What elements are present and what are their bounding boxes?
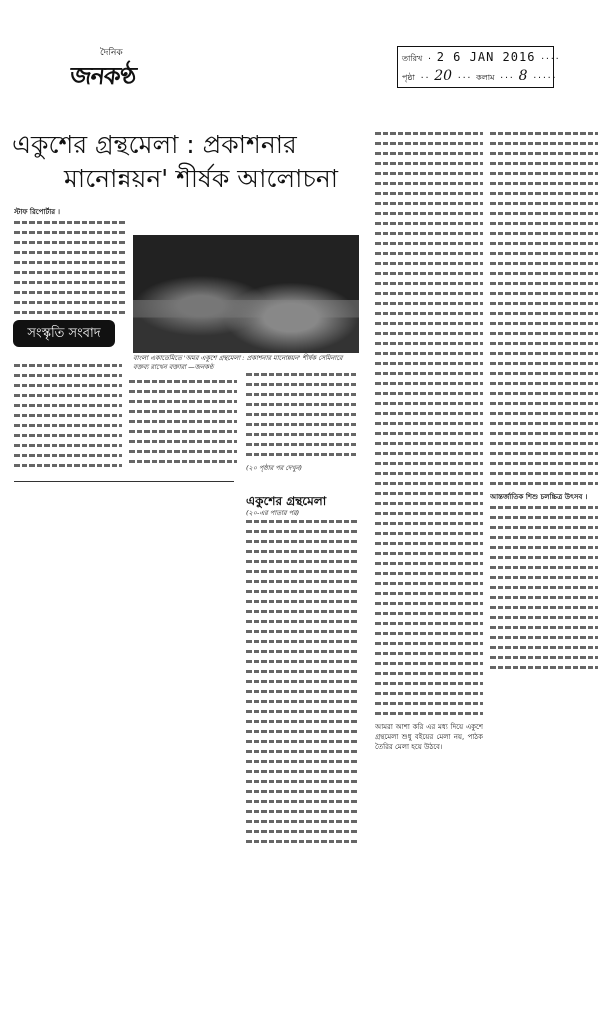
right-column-a	[375, 132, 483, 752]
middle-lower-column	[129, 380, 237, 476]
lead-text-lines	[14, 221, 126, 314]
stamp-column-label: কলাম	[476, 73, 495, 82]
right-column-b-lines-bottom	[490, 506, 598, 669]
closing-text: আমরা আশা করি এর মধ্য দিয়ে একুশে গ্রন্থমেলা শুধু বইয়ের মেলা নয়, পাঠক তৈরির মেলা হয়ে উঠবে।	[375, 723, 483, 751]
right-subhead: আন্তর্জাতিক শিশু চলচ্চিত্র উৎসব ।	[490, 493, 588, 501]
lead-column	[14, 207, 126, 315]
left-lower-column	[14, 364, 122, 476]
third-column	[246, 373, 356, 483]
continued-ref: (২০ পৃষ্ঠার পর দেখুন)	[246, 464, 303, 472]
event-photo	[133, 235, 359, 353]
photo-caption: বাংলা একাডেমিতে 'অমর একুশে গ্রন্থমেলা : প্রকাশনার মানোন্নয়ন' শীর্ষক সেমিনারে বক্তব্য রাখেন বক্তারা —জনকণ্ঠ	[133, 354, 343, 371]
headline-line-1: একুশের গ্রন্থমেলা : প্রকাশনার	[12, 130, 297, 159]
third-column-lines	[246, 373, 356, 456]
divider-rule	[14, 481, 234, 482]
stamp-page: 20	[434, 68, 453, 84]
stamp-date: 2 6 JAN 2016	[436, 50, 536, 64]
right-column-a-lines	[375, 132, 483, 715]
section-label-box: সংস্কৃতি সংবাদ	[13, 320, 115, 347]
article-headline	[12, 128, 368, 196]
right-column-b	[490, 132, 598, 712]
continued-column	[246, 520, 358, 850]
headline-line-2: মানোন্নয়ন' শীর্ষক আলোচনা	[64, 164, 339, 193]
stamp-date-label: তারিখ	[402, 54, 423, 63]
archive-stamp: তারিখ · 2 6 JAN 2016 ···· পৃষ্ঠা ·· 20 ··· কলাম ··· 8 ·····	[397, 46, 554, 88]
stamp-column: 8	[518, 68, 528, 84]
continued-headline: একুশের গ্রন্থমেলা	[246, 494, 327, 508]
continued-note: (২০-এর পাতার পর)	[246, 509, 300, 517]
stamp-page-label: পৃষ্ঠা	[402, 73, 415, 82]
masthead-tagline: দৈনিক	[100, 48, 123, 58]
right-column-b-lines-top	[490, 132, 598, 485]
byline: স্টাফ রিপোর্টার ।	[14, 208, 61, 216]
masthead-logo: জনকণ্ঠ	[68, 61, 138, 90]
